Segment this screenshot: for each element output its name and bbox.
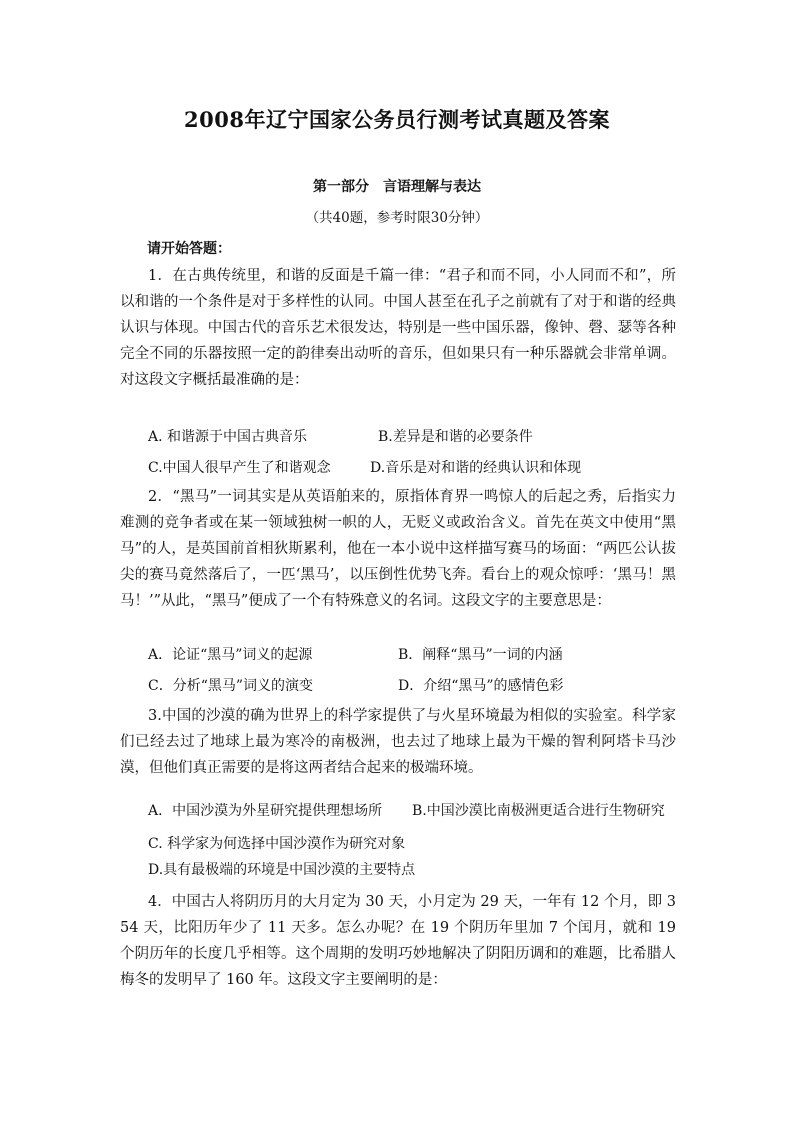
question-1-option-d: D.音乐是对和谐的经典认识和体现 — [370, 460, 582, 476]
question-2-option-b: B．阐释“黑马”一词的内涵 — [398, 647, 563, 663]
question-1-options-row-2 — [148, 457, 581, 477]
question-4-text: 4．中国古人将阴历月的大月定为 30 天，小月定为 29 天，一年有 12 个月，即 354 天，比阳历年少了 11 天多。怎么办呢？在 19 个阴历年里加 7 个闰月，就和 19 个阴历年的长度几乎相等。这个周期的发明巧妙地解决了阴阳历调和的难题，比希腊人梅冬的发明早了 160 年。这段文字主要阐明的是： — [120, 894, 676, 988]
question-2-text: 2．“黑马”一词其实是从英语舶来的，原指体育界一鸣惊人的后起之秀，后指实力难测的竞争者或在某一领域独树一帜的人，无贬义或政治含义。首先在英文中使用“黑马”的人，是英国前首相狄斯累利，他在一本小说中这样描写赛马的场面：“两匹公认拔尖的赛马竟然落后了，一匹‘黑马’，以压倒性优势飞奔。看台上的观众惊呼：‘黑马！黑马！’”从此，“黑马”便成了一个有特殊意义的名词。这段文字的主要意思是： — [120, 489, 676, 609]
question-3-option-d: D.具有最极端的环境是中国沙漠的主要特点 — [148, 862, 416, 878]
question-1-option-a: A. 和谐源于中国古典音乐 — [148, 429, 308, 445]
section-title: 第一部分 言语理解与表达 — [313, 179, 481, 195]
question-2-options-row-1 — [148, 644, 563, 664]
question-3-text: 3.中国的沙漠的确为世界上的科学家提供了与火星环境最为相似的实验室。科学家们已经去过了地球上最为寒冷的南极洲，也去过了地球上最为干燥的智利阿塔卡马沙漠，但他们真正需要的是将这两者结合起来的极端环境。 — [120, 708, 676, 776]
question-3-option-b: B.中国沙漠比南极洲更适合进行生物研究 — [412, 803, 665, 819]
section-subtitle: （共40题，参考时限30分钟） — [305, 210, 489, 226]
document-title: 2008年辽宁国家公务员行测考试真题及答案 — [184, 107, 610, 132]
question-2-options-row-2 — [148, 675, 564, 695]
question-3-options-row-2 — [148, 831, 676, 883]
question-1-option-c: C.中国人很早产生了和谐观念 — [148, 460, 331, 476]
question-2-option-a: A．论证“黑马”词义的起源 — [148, 647, 313, 663]
question-2-option-c: C．分析“黑马”词义的演变 — [148, 678, 314, 694]
question-1-text: 1．在古典传统里，和谐的反面是千篇一律：“君子和而不同，小人同而不和”，所以和谐的一个条件是对于多样性的认同。中国人甚至在孔子之前就有了对于和谐的经典认识与体现。中国古代的音乐艺术很发达，特别是一些中国乐器，像钟、磬、瑟等各种完全不同的乐器按照一定的韵律奏出动听的音乐，但如果只有一种乐器就会非常单调。对这段文字概括最准确的是： — [120, 268, 676, 388]
instruction-text: 请开始答题： — [147, 241, 231, 257]
question-3-options-row-1 — [148, 800, 665, 820]
question-2-option-d: D．介绍“黑马”的感情色彩 — [398, 678, 564, 694]
question-1-options-row-1 — [148, 426, 533, 446]
question-3-option-c: C. 科学家为何选择中国沙漠作为研究对象 — [148, 836, 406, 852]
question-1-option-b: B.差异是和谐的必要条件 — [378, 429, 533, 445]
question-3-option-a: A．中国沙漠为外星研究提供理想场所 — [148, 803, 383, 819]
